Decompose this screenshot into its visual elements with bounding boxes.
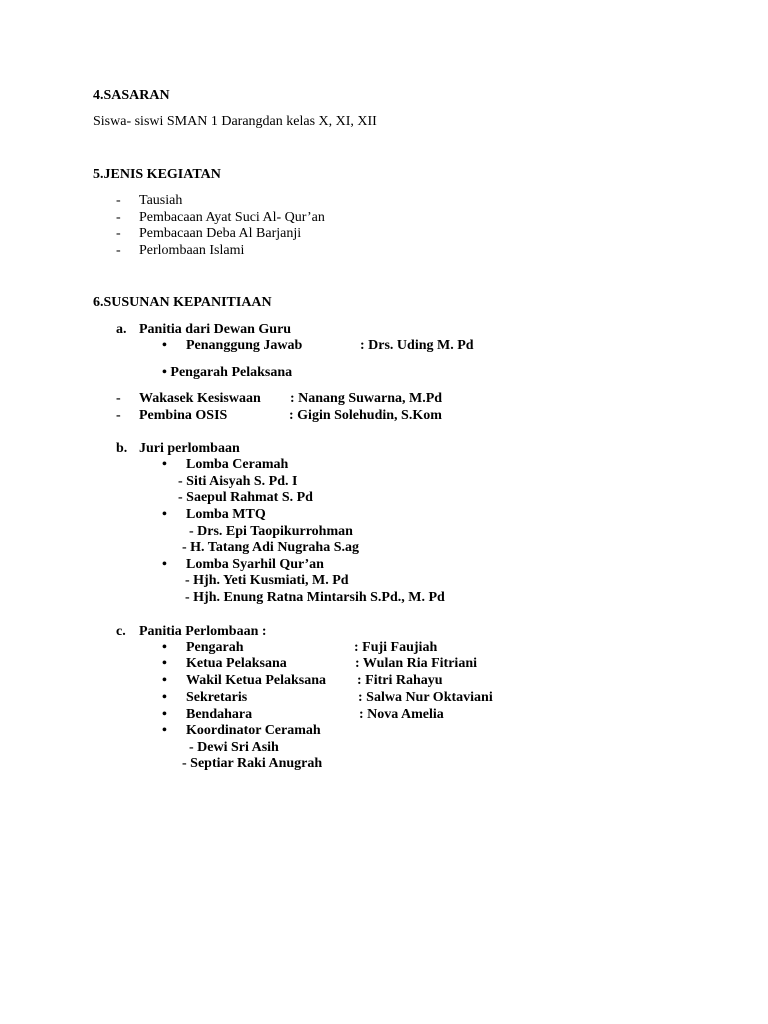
heading-susunan-kepanitiaan: 6.SUSUNAN KEPANITIAAN	[93, 295, 272, 310]
heading-jenis-kegiatan: 5.JENIS KEGIATAN	[93, 167, 221, 182]
section-title-b: Juri perlombaan	[139, 441, 240, 456]
section-title-c: Panitia Perlombaan :	[139, 624, 267, 639]
bullet: •	[162, 707, 167, 722]
bullet: •	[162, 656, 167, 671]
role-label: • Pengarah Pelaksana	[162, 365, 293, 380]
list-dash: -	[116, 408, 121, 423]
koordinator-member: - Septiar Raki Anugrah	[182, 756, 323, 771]
section-marker-c: c.	[116, 624, 126, 639]
role-label: Pengarah	[186, 640, 244, 655]
role-label: Wakasek Kesiswaan	[139, 391, 261, 406]
juri-group: Lomba Syarhil Qur’an	[186, 557, 324, 572]
list-dash: -	[116, 226, 121, 241]
bullet: •	[162, 507, 167, 522]
list-item: Pembacaan Ayat Suci Al- Qur’an	[139, 210, 325, 225]
role-value: : Fuji Faujiah	[354, 640, 438, 655]
juri-member: - Saepul Rahmat S. Pd	[178, 490, 313, 505]
role-value: : Nova Amelia	[359, 707, 444, 722]
role-value: : Wulan Ria Fitriani	[355, 656, 478, 671]
bullet: •	[162, 723, 167, 738]
role-label: Sekretaris	[186, 690, 248, 705]
section-marker-b: b.	[116, 441, 128, 456]
juri-member: - Hjh. Yeti Kusmiati, M. Pd	[185, 573, 349, 588]
bullet: •	[162, 640, 167, 655]
juri-member: - Hjh. Enung Ratna Mintarsih S.Pd., M. Pd	[185, 590, 445, 605]
list-item: Tausiah	[139, 193, 183, 208]
role-label: Penanggung Jawab	[186, 338, 303, 353]
role-label: Pembina OSIS	[139, 408, 228, 423]
juri-group: Lomba Ceramah	[186, 457, 289, 472]
juri-member: - Drs. Epi Taopikurrohman	[189, 524, 353, 539]
role-label: Koordinator Ceramah	[186, 723, 321, 738]
bullet: •	[162, 673, 167, 688]
juri-member: - Siti Aisyah S. Pd. I	[178, 474, 298, 489]
list-item: Perlombaan Islami	[139, 243, 245, 258]
role-value: : Fitri Rahayu	[357, 673, 443, 688]
role-value: : Nanang Suwarna, M.Pd	[290, 391, 443, 406]
koordinator-member: - Dewi Sri Asih	[189, 740, 279, 755]
section-title-a: Panitia dari Dewan Guru	[139, 322, 292, 337]
list-dash: -	[116, 243, 121, 258]
role-value: : Salwa Nur Oktaviani	[358, 690, 493, 705]
list-item: Pembacaan Deba Al Barjanji	[139, 226, 302, 241]
section-marker-a: a.	[116, 322, 127, 337]
list-dash: -	[116, 193, 121, 208]
role-label: Ketua Pelaksana	[186, 656, 287, 671]
role-label: Bendahara	[186, 707, 253, 722]
list-dash: -	[116, 210, 121, 225]
role-value: : Gigin Solehudin, S.Kom	[289, 408, 442, 423]
juri-group: Lomba MTQ	[186, 507, 266, 522]
list-dash: -	[116, 391, 121, 406]
bullet: •	[162, 690, 167, 705]
juri-member: - H. Tatang Adi Nugraha S.ag	[182, 540, 359, 555]
bullet: •	[162, 557, 167, 572]
role-value: : Drs. Uding M. Pd	[360, 338, 474, 353]
bullet: •	[162, 338, 167, 353]
heading-sasaran: 4.SASARAN	[93, 88, 170, 103]
sasaran-text: Siswa- siswi SMAN 1 Darangdan kelas X, XI, XII	[93, 114, 377, 129]
bullet: •	[162, 457, 167, 472]
role-label: Wakil Ketua Pelaksana	[186, 673, 327, 688]
